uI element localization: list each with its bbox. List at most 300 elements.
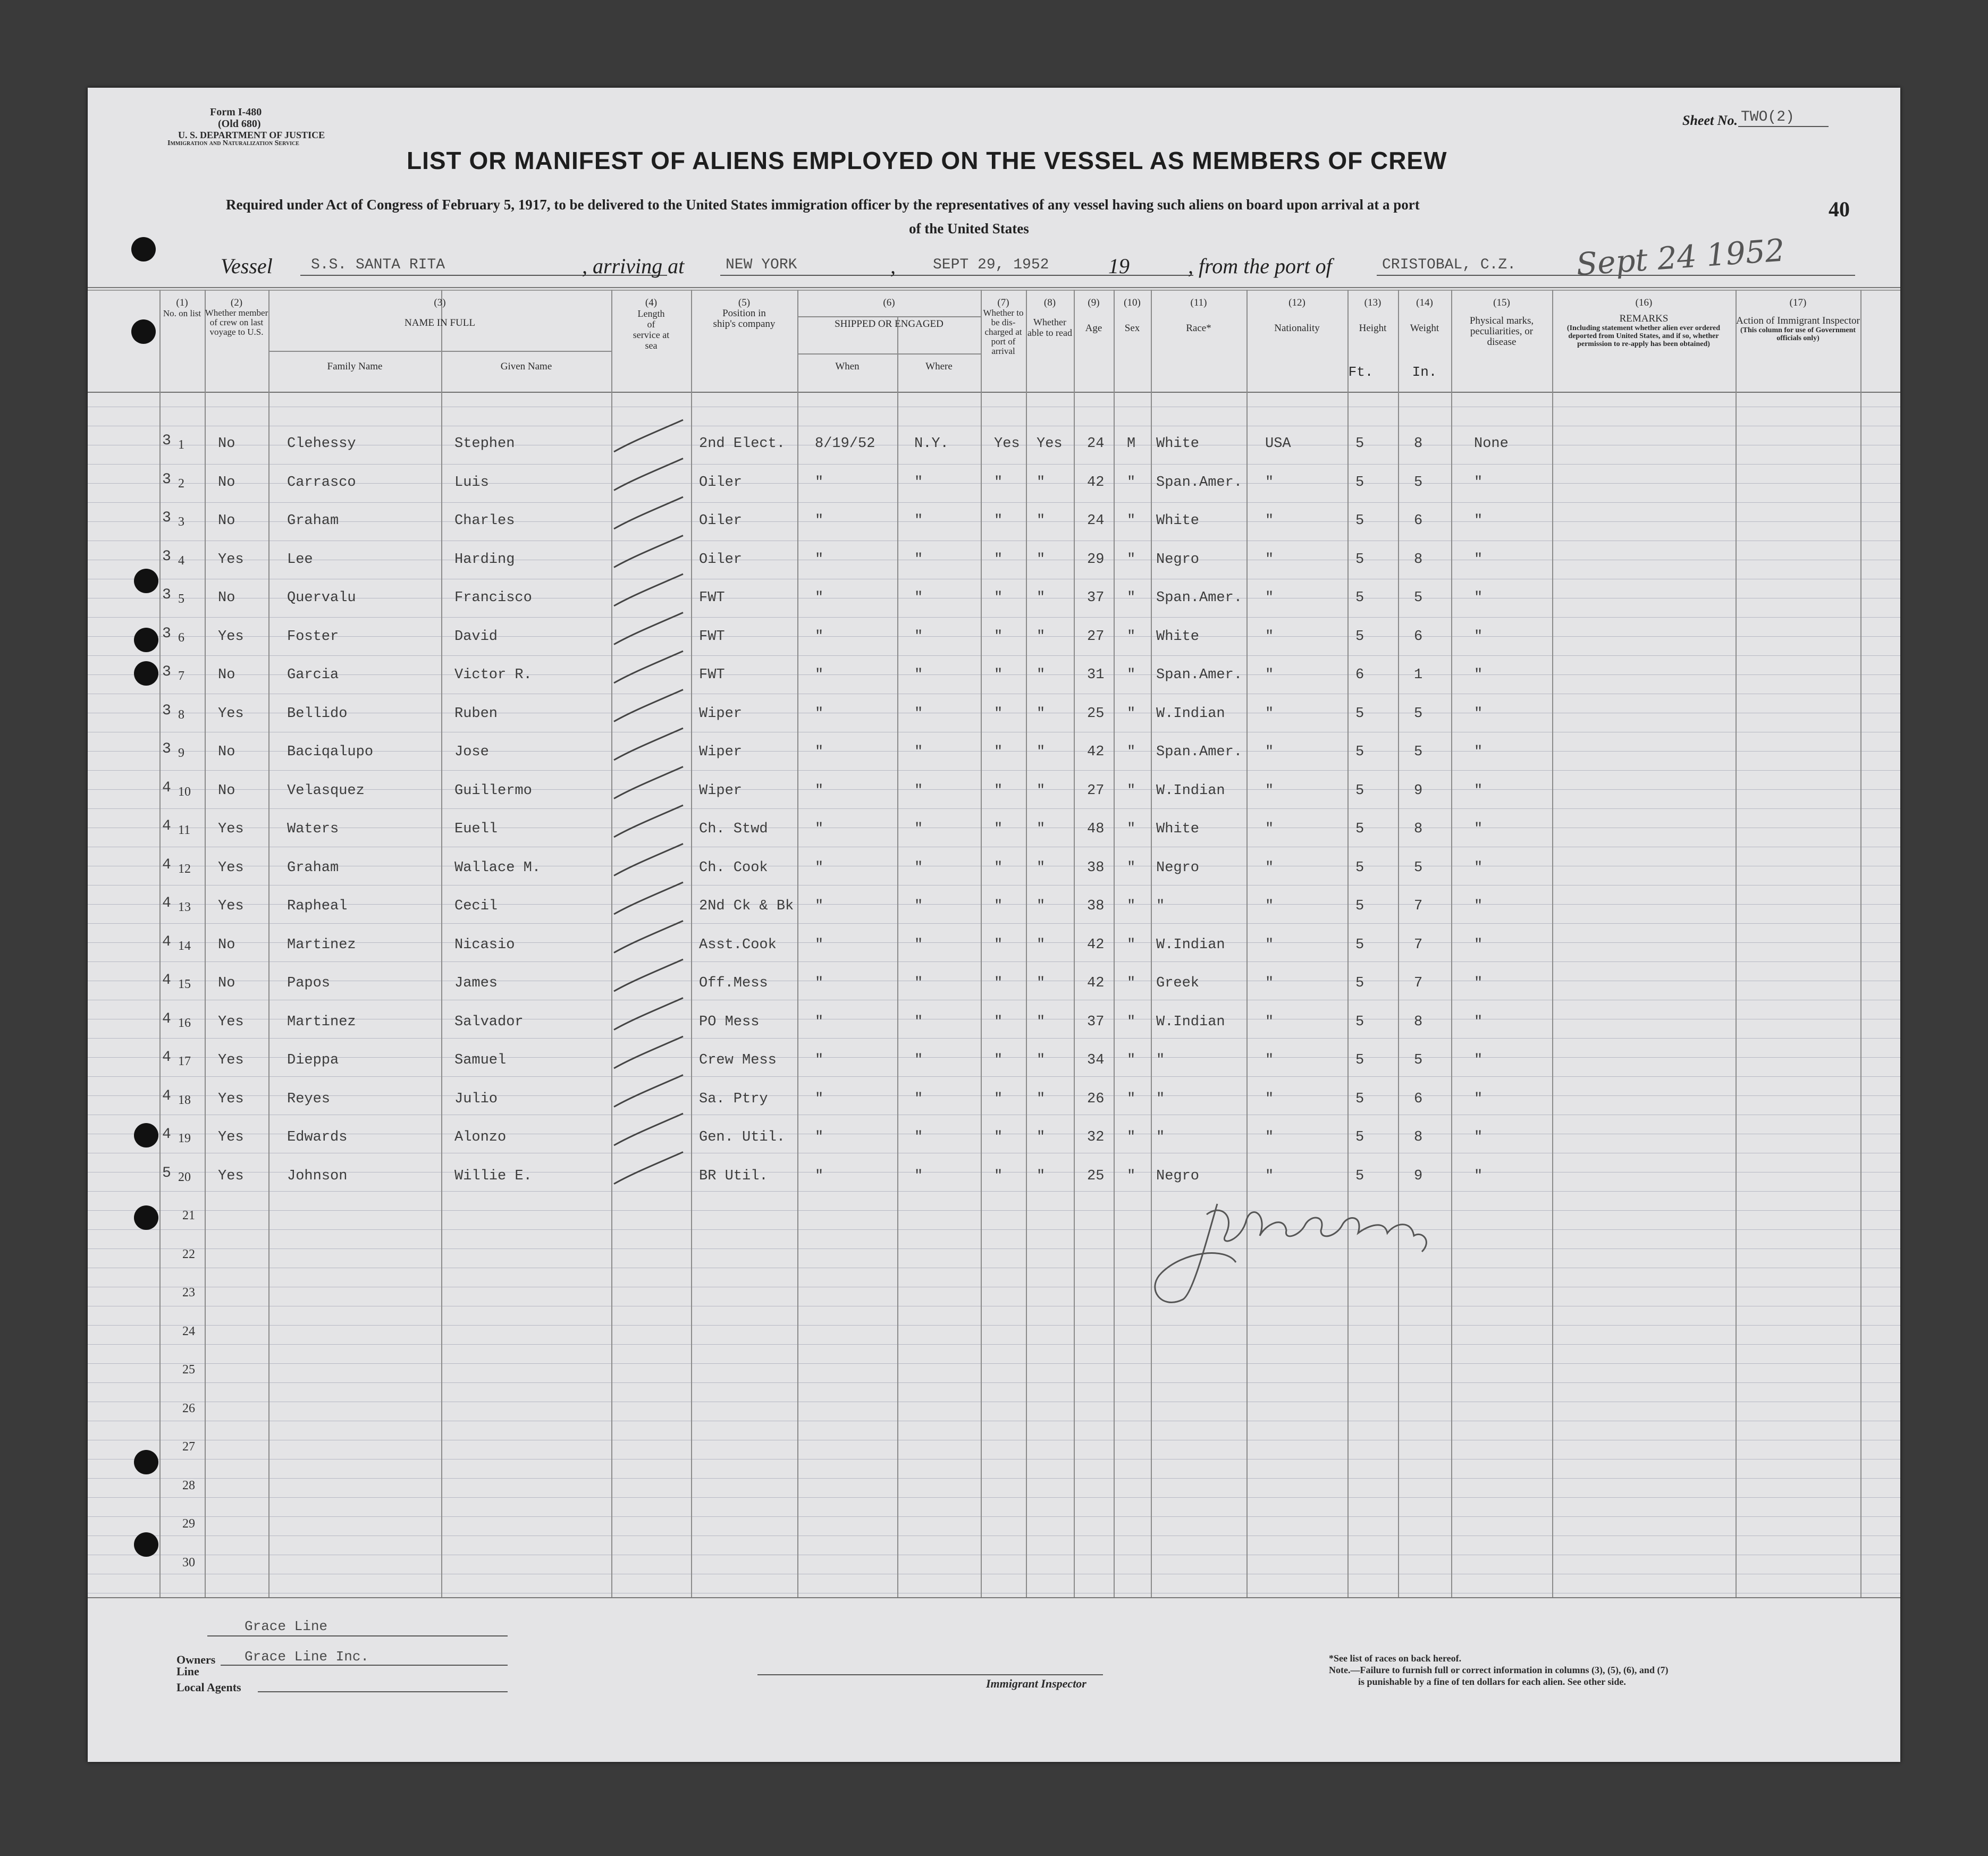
cell-sex: ": [1127, 1168, 1136, 1184]
cell-in: 7: [1414, 937, 1423, 953]
cell-in: 6: [1414, 1091, 1423, 1107]
cell-marks: ": [1474, 1014, 1483, 1030]
page-prefix: 3: [162, 471, 171, 488]
cell-pos: 2Nd Ck & Bk: [699, 898, 794, 914]
cell-last: Yes: [218, 1014, 244, 1030]
cell-in: 8: [1414, 436, 1423, 452]
cell-ft: 5: [1355, 1129, 1364, 1145]
cell-fam: Lee: [287, 551, 313, 568]
cell-read: ": [1037, 1052, 1046, 1068]
arriving-label: , arriving at: [582, 254, 685, 278]
cell-sex: ": [1127, 1091, 1136, 1107]
cell-fam: Foster: [287, 628, 339, 645]
requirement-text-1: Required under Act of Congress of February 5, 1917, to be delivered to the United States immigration officer by the representatives of any vessel having such aliens on board upon arrival at a port: [226, 197, 1420, 213]
arriving-port: NEW YORK: [726, 257, 797, 273]
cell-age: 37: [1087, 590, 1105, 606]
cell-age: 38: [1087, 898, 1105, 914]
punch-hole: [134, 661, 158, 686]
cell-in: 6: [1414, 628, 1423, 645]
row-number: 7: [178, 669, 184, 683]
cell-sex: ": [1127, 705, 1136, 722]
cell-age: 27: [1087, 628, 1105, 645]
cell-giv: Harding: [454, 551, 515, 568]
cell-nat: ": [1265, 1129, 1274, 1145]
cell-race: W.Indian: [1156, 1014, 1225, 1030]
cell-read: ": [1037, 744, 1046, 760]
service-check-mark: [614, 613, 683, 645]
cell-sex: ": [1127, 1129, 1136, 1145]
col17-header: (17) Action of Immigrant Inspector (This column for use of Government officials only): [1736, 297, 1860, 342]
cell-marks: ": [1474, 898, 1483, 914]
cell-read: ": [1037, 551, 1046, 568]
cell-sex: ": [1127, 1014, 1136, 1030]
cell-nat: ": [1265, 474, 1274, 491]
cell-age: 42: [1087, 975, 1105, 991]
service-check-mark: [614, 805, 683, 837]
cell-ft: 5: [1355, 782, 1364, 799]
page-prefix: 4: [162, 933, 171, 950]
cell-sex: ": [1127, 859, 1136, 876]
cell-last: Yes: [218, 859, 244, 876]
cell-nat: ": [1265, 1014, 1274, 1030]
page-prefix: 4: [162, 1126, 171, 1143]
col1-header: (1) No. on list: [163, 297, 201, 318]
cell-ft: 5: [1355, 436, 1364, 452]
cell-fam: Waters: [287, 821, 339, 837]
cell-read: ": [1037, 1014, 1046, 1030]
feet-unit: Ft.: [1348, 364, 1374, 380]
cell-nat: ": [1265, 551, 1274, 568]
empty-row-number: 22: [182, 1247, 195, 1261]
cell-last: No: [218, 436, 235, 452]
service-check-mark: [614, 1152, 683, 1184]
page-prefix: 4: [162, 818, 171, 834]
cell-fam: Martinez: [287, 1014, 356, 1030]
row-number: 5: [178, 592, 184, 606]
service-check-mark: [614, 651, 683, 683]
cell-marks: ": [1474, 859, 1483, 876]
cell-ft: 5: [1355, 628, 1364, 645]
page-prefix: 4: [162, 1010, 171, 1027]
cell-nat: ": [1265, 628, 1274, 645]
cell-giv: Nicasio: [454, 937, 515, 953]
cell-race: White: [1156, 628, 1200, 645]
cell-giv: Francisco: [454, 590, 532, 606]
service-check-mark: [614, 497, 683, 529]
owners-value: Grace Line Inc.: [245, 1649, 369, 1665]
cell-dis: ": [994, 744, 1003, 760]
cell-age: 26: [1087, 1091, 1105, 1107]
year-label: 19: [1108, 254, 1130, 278]
col2-header: (2) Whether member of crew on last voyage to U.S.: [205, 297, 268, 337]
cell-where: ": [914, 1091, 923, 1107]
cell-sex: M: [1127, 436, 1136, 452]
cell-sex: ": [1127, 1052, 1136, 1068]
cell-nat: ": [1265, 1052, 1274, 1068]
cell-last: Yes: [218, 821, 244, 837]
cell-nat: ": [1265, 1091, 1274, 1107]
cell-where: ": [914, 821, 923, 837]
cell-marks: ": [1474, 628, 1483, 645]
service-check-marks: [611, 407, 696, 1268]
cell-where: ": [914, 859, 923, 876]
cell-race: Negro: [1156, 1168, 1200, 1184]
cell-in: 8: [1414, 551, 1423, 568]
cell-race: White: [1156, 436, 1200, 452]
cell-pos: Ch. Stwd: [699, 821, 768, 837]
cell-in: 6: [1414, 513, 1423, 529]
cell-ft: 5: [1355, 937, 1364, 953]
cell-dis: ": [994, 1052, 1003, 1068]
empty-row-number: 25: [182, 1363, 195, 1377]
cell-dis: ": [994, 667, 1003, 683]
cell-when: ": [815, 782, 824, 799]
cell-last: No: [218, 782, 235, 799]
cell-sex: ": [1127, 474, 1136, 491]
cell-dis: ": [994, 1168, 1003, 1184]
cell-sex: ": [1127, 744, 1136, 760]
cell-in: 8: [1414, 1129, 1423, 1145]
cell-marks: None: [1474, 436, 1509, 452]
cell-read: ": [1037, 859, 1046, 876]
cell-where: ": [914, 898, 923, 914]
cell-age: 31: [1087, 667, 1105, 683]
page-prefix: 3: [162, 587, 171, 603]
cell-age: 24: [1087, 513, 1105, 529]
local-agents-label: Local Agents: [176, 1681, 241, 1694]
cell-when: ": [815, 628, 824, 645]
cell-age: 42: [1087, 744, 1105, 760]
cell-marks: ": [1474, 474, 1483, 491]
cell-pos: BR Util.: [699, 1168, 768, 1184]
cell-when: ": [815, 937, 824, 953]
cell-last: Yes: [218, 1129, 244, 1145]
cell-read: ": [1037, 1129, 1046, 1145]
form-department: U. S. DEPARTMENT OF JUSTICE: [178, 130, 325, 140]
note-failure-1: Note.—Failure to furnish full or correct information in columns (3), (5), (6), and (7): [1329, 1665, 1669, 1675]
cell-read: ": [1037, 937, 1046, 953]
cell-when: ": [815, 975, 824, 991]
ruled-line: [88, 1497, 1900, 1498]
service-check-mark: [614, 728, 683, 760]
cell-fam: Graham: [287, 859, 339, 876]
cell-nat: ": [1265, 782, 1274, 799]
cell-dis: ": [994, 705, 1003, 722]
col16-header: (16) REMARKS (Including statement whether alien ever ordered deported from United States, and if so, whether permission to re-apply has been obtained): [1566, 297, 1721, 348]
cell-when: ": [815, 474, 824, 491]
ruled-line: [88, 1076, 1900, 1077]
form-old-number: (Old 680): [218, 118, 261, 130]
cell-marks: ": [1474, 1129, 1483, 1145]
cell-ft: 5: [1355, 551, 1364, 568]
arrival-date: SEPT 29, 1952: [933, 257, 1049, 273]
requirement-text-2: of the United States: [909, 221, 1029, 237]
cell-last: No: [218, 937, 235, 953]
where-header: Where: [925, 361, 953, 372]
cell-ft: 5: [1355, 1014, 1364, 1030]
cell-race: Span.Amer.: [1156, 667, 1243, 683]
cell-when: ": [815, 1168, 824, 1184]
cell-in: 7: [1414, 898, 1423, 914]
ruled-line: [88, 655, 1900, 656]
cell-nat: USA: [1265, 436, 1291, 452]
cell-in: 5: [1414, 590, 1423, 606]
cell-nat: ": [1265, 937, 1274, 953]
empty-row-number: 24: [182, 1324, 195, 1338]
cell-in: 5: [1414, 744, 1423, 760]
cell-race: W.Indian: [1156, 705, 1225, 722]
cell-fam: Baciqalupo: [287, 744, 374, 760]
cell-sex: ": [1127, 513, 1136, 529]
service-check-mark: [614, 1036, 683, 1068]
cell-ft: 6: [1355, 667, 1364, 683]
cell-last: No: [218, 590, 235, 606]
row-number: 12: [178, 862, 191, 876]
sheet-number: TWO(2): [1741, 109, 1795, 125]
empty-row-number: 29: [182, 1517, 195, 1531]
cell-giv: Euell: [454, 821, 498, 837]
punch-hole: [134, 1123, 158, 1148]
cell-giv: Cecil: [454, 898, 498, 914]
row-number: 20: [178, 1170, 191, 1184]
cell-age: 38: [1087, 859, 1105, 876]
cell-race: ": [1156, 898, 1165, 914]
cell-nat: ": [1265, 513, 1274, 529]
cell-pos: Ch. Cook: [699, 859, 768, 876]
empty-row-number: 23: [182, 1286, 195, 1300]
cell-giv: Jose: [454, 744, 489, 760]
cell-where: ": [914, 744, 923, 760]
cell-fam: Papos: [287, 975, 331, 991]
cell-race: ": [1156, 1052, 1165, 1068]
cell-read: ": [1037, 975, 1046, 991]
cell-marks: ": [1474, 1052, 1483, 1068]
cell-where: ": [914, 782, 923, 799]
cell-fam: Johnson: [287, 1168, 348, 1184]
cell-dis: ": [994, 782, 1003, 799]
ruled-line: [88, 1191, 1900, 1192]
cell-dis: ": [994, 821, 1003, 837]
cell-when: ": [815, 821, 824, 837]
ruled-line: [88, 1382, 1900, 1383]
cell-in: 5: [1414, 1052, 1423, 1068]
cell-when: ": [815, 1052, 824, 1068]
cell-marks: ": [1474, 667, 1483, 683]
cell-pos: FWT: [699, 667, 725, 683]
ruled-line: [88, 961, 1900, 962]
comma: ,: [890, 254, 896, 278]
cell-age: 25: [1087, 705, 1105, 722]
cell-read: ": [1037, 705, 1046, 722]
cell-ft: 5: [1355, 705, 1364, 722]
service-check-mark: [614, 1113, 683, 1145]
cell-when: ": [815, 513, 824, 529]
cell-race: Negro: [1156, 859, 1200, 876]
cell-pos: Crew Mess: [699, 1052, 777, 1068]
cell-ft: 5: [1355, 975, 1364, 991]
cell-nat: ": [1265, 821, 1274, 837]
page-prefix: 3: [162, 741, 171, 757]
cell-fam: Quervalu: [287, 590, 356, 606]
service-check-mark: [614, 959, 683, 991]
cell-giv: Samuel: [454, 1052, 507, 1068]
cell-race: White: [1156, 821, 1200, 837]
cell-last: Yes: [218, 1091, 244, 1107]
cell-where: ": [914, 1129, 923, 1145]
cell-sex: ": [1127, 590, 1136, 606]
cell-fam: Clehessy: [287, 436, 356, 452]
cell-dis: ": [994, 590, 1003, 606]
page-prefix: 4: [162, 779, 171, 796]
cell-marks: ": [1474, 744, 1483, 760]
cell-age: 25: [1087, 1168, 1105, 1184]
cell-last: No: [218, 975, 235, 991]
cell-nat: ": [1265, 859, 1274, 876]
cell-marks: ": [1474, 821, 1483, 837]
cell-giv: Julio: [454, 1091, 498, 1107]
cell-fam: Bellido: [287, 705, 348, 722]
cell-dis: Yes: [994, 436, 1020, 452]
service-check-mark: [614, 882, 683, 914]
cell-when: ": [815, 590, 824, 606]
cell-when: ": [815, 551, 824, 568]
col14-header: (14) Weight: [1410, 297, 1439, 334]
cell-in: 1: [1414, 667, 1423, 683]
cell-pos: FWT: [699, 590, 725, 606]
cell-age: 48: [1087, 821, 1105, 837]
cell-nat: ": [1265, 898, 1274, 914]
inspector-signature: [1145, 1183, 1475, 1379]
cell-pos: Oiler: [699, 513, 743, 529]
cell-last: No: [218, 667, 235, 683]
row-number: 13: [178, 900, 191, 914]
note-failure-2: is punishable by a fine of ten dollars for each alien. See other side.: [1358, 1676, 1626, 1687]
cell-where: N.Y.: [914, 436, 949, 452]
ruled-line: [88, 1325, 1900, 1326]
cell-race: W.Indian: [1156, 782, 1225, 799]
service-check-mark: [614, 420, 683, 452]
cell-marks: ": [1474, 590, 1483, 606]
cell-giv: Alonzo: [454, 1129, 507, 1145]
form-service: Immigration and Naturalization Service: [167, 139, 299, 147]
service-check-mark: [614, 536, 683, 568]
cell-ft: 5: [1355, 744, 1364, 760]
cell-when: 8/19/52: [815, 436, 875, 452]
cell-in: 8: [1414, 1014, 1423, 1030]
cell-read: ": [1037, 667, 1046, 683]
cell-marks: ": [1474, 513, 1483, 529]
from-label: , from the port of: [1188, 254, 1332, 278]
cell-when: ": [815, 667, 824, 683]
cell-pos: Gen. Util.: [699, 1129, 786, 1145]
punch-hole: [131, 319, 156, 344]
cell-pos: Asst.Cook: [699, 937, 777, 953]
row-number: 4: [178, 553, 184, 568]
cell-in: 7: [1414, 975, 1423, 991]
cell-last: Yes: [218, 898, 244, 914]
col4-header: (4) Length of service at sea: [633, 297, 670, 351]
cell-sex: ": [1127, 898, 1136, 914]
page-prefix: 3: [162, 625, 171, 642]
cell-nat: ": [1265, 1168, 1274, 1184]
handwritten-date: Sept 24 1952: [1575, 232, 1786, 283]
col12-header: (12) Nationality: [1274, 297, 1320, 334]
cell-age: 37: [1087, 1014, 1105, 1030]
cell-giv: Victor R.: [454, 667, 532, 683]
ruled-line: [88, 1210, 1900, 1211]
cell-read: ": [1037, 474, 1046, 491]
ruled-line: [88, 1459, 1900, 1460]
cell-pos: Oiler: [699, 474, 743, 491]
cell-fam: Edwards: [287, 1129, 348, 1145]
page-title: LIST OR MANIFEST OF ALIENS EMPLOYED ON THE VESSEL AS MEMBERS OF CREW: [407, 147, 1447, 174]
cell-last: No: [218, 744, 235, 760]
cell-race: Greek: [1156, 975, 1200, 991]
cell-sex: ": [1127, 667, 1136, 683]
col10-header: (10) Sex: [1124, 297, 1141, 334]
ruled-line: [88, 1478, 1900, 1479]
service-check-mark: [614, 767, 683, 799]
cell-nat: ": [1265, 667, 1274, 683]
page-prefix: 3: [162, 433, 171, 449]
service-check-mark: [614, 1075, 683, 1107]
cell-pos: Oiler: [699, 551, 743, 568]
col6-header: (6) SHIPPED OR ENGAGED: [835, 297, 944, 330]
row-number: 1: [178, 438, 184, 452]
cell-giv: Willie E.: [454, 1168, 532, 1184]
ruled-line: [88, 1363, 1900, 1364]
cell-read: ": [1037, 898, 1046, 914]
cell-marks: ": [1474, 705, 1483, 722]
cell-read: ": [1037, 1168, 1046, 1184]
cell-ft: 5: [1355, 590, 1364, 606]
cell-pos: 2nd Elect.: [699, 436, 786, 452]
page-prefix: 3: [162, 510, 171, 526]
cell-fam: Velasquez: [287, 782, 365, 799]
empty-row-number: 21: [182, 1209, 195, 1222]
col11-header: (11) Race*: [1186, 297, 1211, 334]
inches-unit: In.: [1412, 364, 1437, 380]
punch-hole: [134, 1532, 158, 1557]
cell-age: 24: [1087, 436, 1105, 452]
cell-read: Yes: [1037, 436, 1063, 452]
ruled-line: [88, 502, 1900, 503]
page-prefix: 4: [162, 856, 171, 873]
cell-pos: PO Mess: [699, 1014, 760, 1030]
empty-row-number: 30: [182, 1555, 195, 1570]
cell-last: Yes: [218, 551, 244, 568]
cell-where: ": [914, 705, 923, 722]
cell-pos: Wiper: [699, 705, 743, 722]
cell-age: 27: [1087, 782, 1105, 799]
service-check-mark: [614, 690, 683, 722]
cell-nat: ": [1265, 590, 1274, 606]
empty-row-number: 26: [182, 1401, 195, 1415]
cell-where: ": [914, 1014, 923, 1030]
cell-where: ": [914, 474, 923, 491]
line-label: Line: [176, 1665, 199, 1678]
cell-giv: Charles: [454, 513, 515, 529]
col9-header: (9) Age: [1085, 297, 1102, 334]
cell-fam: Garcia: [287, 667, 339, 683]
cell-giv: James: [454, 975, 498, 991]
cell-giv: David: [454, 628, 498, 645]
ruled-line: [88, 770, 1900, 771]
cell-dis: ": [994, 975, 1003, 991]
cell-where: ": [914, 590, 923, 606]
col3-header: (3) NAME IN FULL: [405, 297, 475, 328]
cell-read: ": [1037, 1091, 1046, 1107]
